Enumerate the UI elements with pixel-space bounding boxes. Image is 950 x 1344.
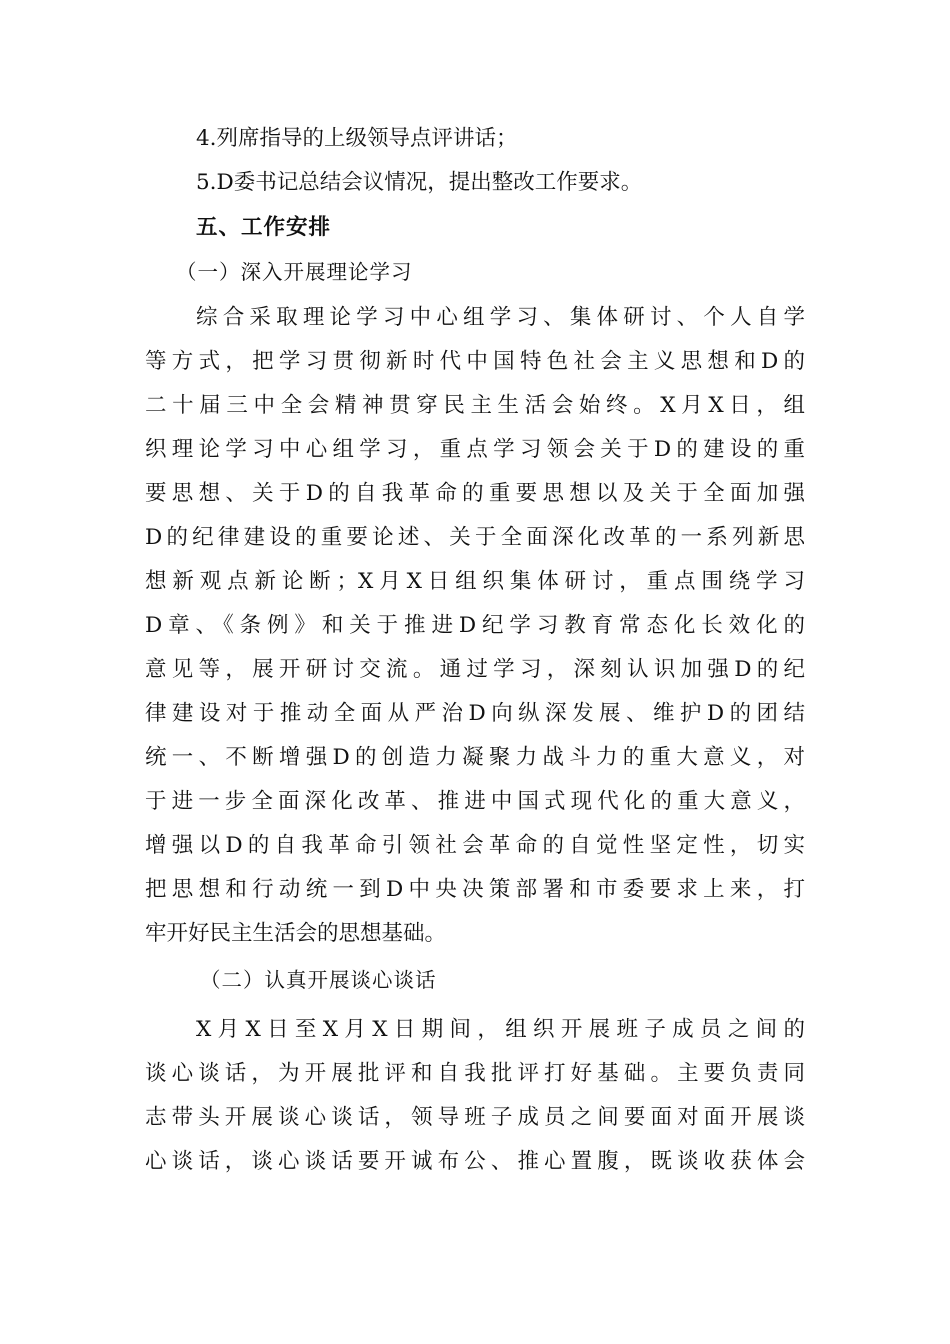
list-item-5: 5.D委书记总结会议情况，提出整改工作要求。 [196,170,643,195]
paragraph-line: 综合采取理论学习中心组学习、集体研讨、个人自学 [196,305,805,330]
paragraph-line: 二十届三中全会精神贯穿民主生活会始终。X月X日，组 [145,393,805,418]
paragraph-line: 律建设对于推动全面从严治D向纵深发展、维护D的团结 [145,701,805,726]
paragraph-line: 统一、不断增强D的创造力凝聚力战斗力的重大意义，对 [145,745,805,770]
paragraph-line: 于进一步全面深化改革、推进中国式现代化的重大意义， [145,789,805,814]
paragraph-line: 志带头开展谈心谈话，领导班子成员之间要面对面开展谈 [145,1105,805,1130]
paragraph-line: 织理论学习中心组学习，重点学习领会关于D的建设的重 [145,437,805,462]
subsection-heading-1: （一）深入开展理论学习 [176,260,413,284]
paragraph-line: 把思想和行动统一到D中央决策部署和市委要求上来，打 [145,877,805,902]
paragraph-line: 想新观点新论断；X月X日组织集体研讨，重点围绕学习 [145,569,805,594]
list-item-4: 4.列席指导的上级领导点评讲话； [196,126,518,151]
paragraph-line: 牢开好民主生活会的思想基础。 [145,921,447,946]
paragraph-line: 增强以D的自我革命引领社会革命的自觉性坚定性，切实 [145,833,805,858]
section-heading: 五、工作安排 [196,215,332,240]
paragraph-line: 要思想、关于D的自我革命的重要思想以及关于全面加强 [145,481,805,506]
paragraph-line: 心谈话，谈心谈话要开诚布公、推心置腹，既谈收获体会 [145,1149,805,1174]
subsection-heading-2: （二）认真开展谈心谈话 [200,968,437,992]
paragraph-line: D章、《条例》和关于推进D纪学习教育常态化长效化的 [145,613,805,638]
paragraph-line: 谈心谈话，为开展批评和自我批评打好基础。主要负责同 [145,1061,805,1086]
paragraph-line: D的纪律建设的重要论述、关于全面深化改革的一系列新思 [145,525,805,550]
paragraph-line: 意见等，展开研讨交流。通过学习，深刻认识加强D的纪 [145,657,805,682]
paragraph-line: X月X日至X月X日期间，组织开展班子成员之间的 [196,1017,805,1042]
paragraph-line: 等方式，把学习贯彻新时代中国特色社会主义思想和D的 [145,349,805,374]
